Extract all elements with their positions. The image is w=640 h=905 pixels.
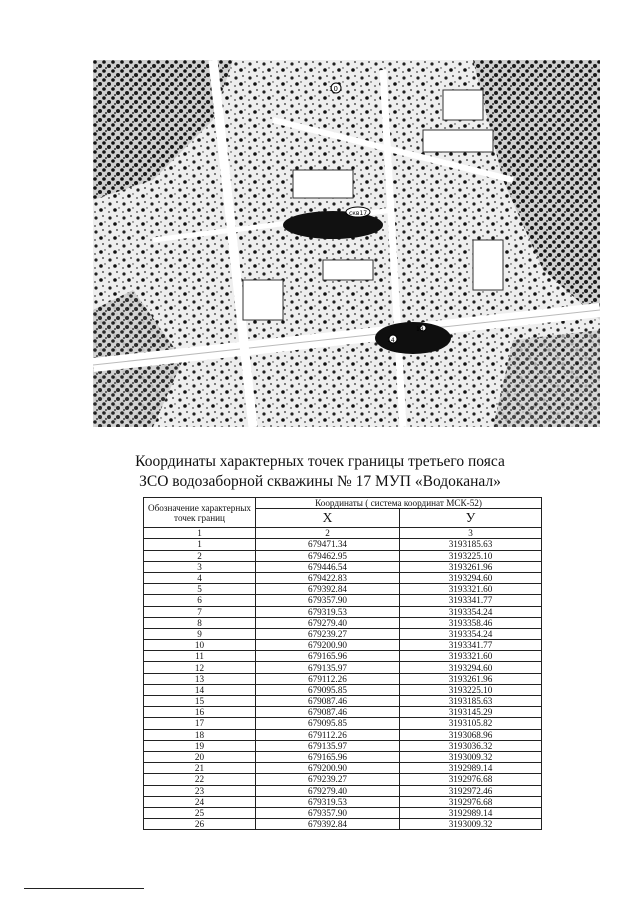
- x-coordinate-cell: 679239.27: [256, 774, 400, 785]
- y-coordinate-cell: 3193036.32: [400, 740, 542, 751]
- point-number-cell: 18: [144, 729, 256, 740]
- document-heading: [0, 452, 640, 492]
- y-coordinate-cell: 3193145.29: [400, 707, 542, 718]
- y-coordinate-cell: 3192976.68: [400, 796, 542, 807]
- point-number-cell: 12: [144, 662, 256, 673]
- point-number-cell: 24: [144, 796, 256, 807]
- y-coordinate-cell: 3193341.77: [400, 640, 542, 651]
- table-row: [144, 785, 542, 796]
- table-row: [144, 763, 542, 774]
- point-number-cell: 22: [144, 774, 256, 785]
- point-number-cell: 26: [144, 819, 256, 830]
- x-coordinate-cell: 679095.85: [256, 718, 400, 729]
- x-coordinate-cell: 679357.90: [256, 807, 400, 818]
- aerial-photo: [93, 60, 600, 427]
- table-row: [144, 819, 542, 830]
- point-number-cell: 7: [144, 606, 256, 617]
- table-row: [144, 707, 542, 718]
- table-row: [144, 640, 542, 651]
- point-number-cell: 9: [144, 628, 256, 639]
- point-number-cell: 25: [144, 807, 256, 818]
- x-coordinate-cell: 679112.26: [256, 673, 400, 684]
- point-number-cell: 23: [144, 785, 256, 796]
- point-number-cell: 15: [144, 696, 256, 707]
- y-coordinate-cell: 3193294.60: [400, 662, 542, 673]
- y-coordinate-cell: 3193068.96: [400, 729, 542, 740]
- x-coordinate-cell: 679392.84: [256, 819, 400, 830]
- y-coordinate-cell: 3193294.60: [400, 572, 542, 583]
- column-number: 1: [144, 528, 256, 539]
- header-coordinates: Координаты ( система координат МСК-52): [256, 498, 542, 509]
- x-coordinate-cell: 679279.40: [256, 785, 400, 796]
- x-coordinate-cell: 679200.90: [256, 763, 400, 774]
- table-row: [144, 595, 542, 606]
- table-header-row: [144, 498, 542, 509]
- table-body: [144, 539, 542, 830]
- table-row: [144, 673, 542, 684]
- well-17-label: скв17: [349, 210, 368, 217]
- point-number-cell: 21: [144, 763, 256, 774]
- y-coordinate-cell: 3193185.63: [400, 696, 542, 707]
- footnote-separator: [24, 888, 144, 889]
- x-coordinate-cell: 679239.27: [256, 628, 400, 639]
- point-14-label: 14: [387, 337, 395, 344]
- table-row: [144, 740, 542, 751]
- table-row: [144, 584, 542, 595]
- x-coordinate-cell: 679319.53: [256, 606, 400, 617]
- x-coordinate-cell: 679135.97: [256, 740, 400, 751]
- point-number-cell: 13: [144, 673, 256, 684]
- table-row: [144, 774, 542, 785]
- y-coordinate-cell: 3192989.14: [400, 763, 542, 774]
- column-number: 3: [400, 528, 542, 539]
- point-number-cell: 19: [144, 740, 256, 751]
- coordinates-table: [143, 497, 542, 830]
- y-coordinate-cell: 3193261.96: [400, 673, 542, 684]
- table-row: [144, 550, 542, 561]
- x-coordinate-cell: 679422.83: [256, 572, 400, 583]
- x-coordinate-cell: 679357.90: [256, 595, 400, 606]
- point-number-cell: 6: [144, 595, 256, 606]
- x-coordinate-cell: 679279.40: [256, 617, 400, 628]
- point-number-cell: 14: [144, 684, 256, 695]
- point-number-cell: 5: [144, 584, 256, 595]
- table-row: [144, 628, 542, 639]
- heading-line-1: Координаты характерных точек границы третьего пояса: [135, 453, 505, 470]
- y-coordinate-cell: 3192976.68: [400, 774, 542, 785]
- x-coordinate-cell: 679165.96: [256, 751, 400, 762]
- table-row: [144, 572, 542, 583]
- y-coordinate-cell: 3193185.63: [400, 539, 542, 550]
- point-number-cell: 20: [144, 751, 256, 762]
- table-row: [144, 807, 542, 818]
- point-number-cell: 17: [144, 718, 256, 729]
- x-coordinate-cell: 679135.97: [256, 662, 400, 673]
- y-coordinate-cell: 3193341.77: [400, 595, 542, 606]
- x-coordinate-cell: 679446.54: [256, 561, 400, 572]
- x-coordinate-cell: 679200.90: [256, 640, 400, 651]
- table-row: [144, 662, 542, 673]
- table-row: [144, 539, 542, 550]
- y-coordinate-cell: 3192972.46: [400, 785, 542, 796]
- y-coordinate-cell: 3193354.24: [400, 606, 542, 617]
- x-coordinate-cell: 679095.85: [256, 684, 400, 695]
- y-coordinate-cell: 3193225.10: [400, 684, 542, 695]
- y-coordinate-cell: 3193354.24: [400, 628, 542, 639]
- table-row: [144, 651, 542, 662]
- y-coordinate-cell: 3193225.10: [400, 550, 542, 561]
- y-coordinate-cell: 3192989.14: [400, 807, 542, 818]
- point-13-label: 13: [416, 326, 424, 333]
- point-number-cell: 8: [144, 617, 256, 628]
- x-coordinate-cell: 679319.53: [256, 796, 400, 807]
- x-coordinate-cell: 679112.26: [256, 729, 400, 740]
- point-number-cell: 4: [144, 572, 256, 583]
- table-row: [144, 718, 542, 729]
- header-designation: Обозначение характерных точек границ: [144, 498, 256, 528]
- point-number-cell: 3: [144, 561, 256, 572]
- point-number-cell: 10: [144, 640, 256, 651]
- y-coordinate-cell: 3193261.96: [400, 561, 542, 572]
- x-coordinate-cell: 679087.46: [256, 696, 400, 707]
- y-coordinate-cell: 3193358.46: [400, 617, 542, 628]
- table-row: [144, 696, 542, 707]
- x-coordinate-cell: 679392.84: [256, 584, 400, 595]
- y-coordinate-cell: 3193105.82: [400, 718, 542, 729]
- header-x: X: [256, 509, 400, 528]
- x-coordinate-cell: 679087.46: [256, 707, 400, 718]
- x-coordinate-cell: 679165.96: [256, 651, 400, 662]
- table-row: [144, 561, 542, 572]
- y-coordinate-cell: 3193321.60: [400, 584, 542, 595]
- point-number-cell: 16: [144, 707, 256, 718]
- x-coordinate-cell: 679462.95: [256, 550, 400, 561]
- y-coordinate-cell: 3193009.32: [400, 751, 542, 762]
- column-number: 2: [256, 528, 400, 539]
- point-number-cell: 2: [144, 550, 256, 561]
- point-number-cell: 1: [144, 539, 256, 550]
- table-row: [144, 684, 542, 695]
- point-number-cell: 11: [144, 651, 256, 662]
- table-row: [144, 796, 542, 807]
- y-coordinate-cell: 3193321.60: [400, 651, 542, 662]
- table-row: [144, 617, 542, 628]
- y-coordinate-cell: 3193009.32: [400, 819, 542, 830]
- table-row: [144, 751, 542, 762]
- aerial-photo-image: [93, 60, 600, 427]
- table-row: [144, 729, 542, 740]
- x-coordinate-cell: 679471.34: [256, 539, 400, 550]
- point-10-label: 10: [329, 85, 338, 93]
- table-row: [144, 606, 542, 617]
- table-column-numbers-row: [144, 528, 542, 539]
- header-y: У: [400, 509, 542, 528]
- heading-line-2: ЗСО водозаборной скважины № 17 МУП «Водоканал»: [139, 473, 501, 490]
